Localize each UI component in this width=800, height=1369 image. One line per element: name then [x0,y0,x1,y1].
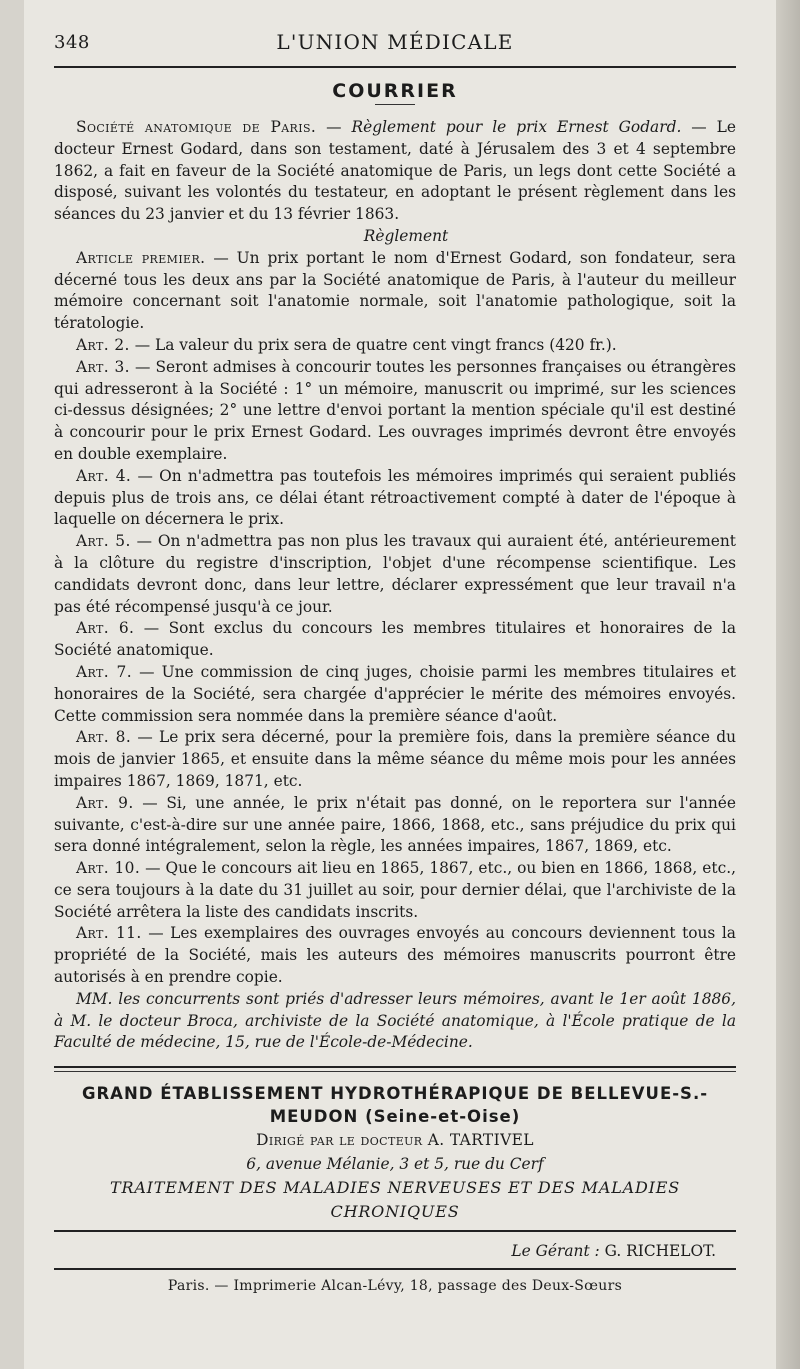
article-text: — Le prix sera décerné, pour la première fois, dans la première séance du mois de janvier 1865, et ensuite dans la même séance du même mois pour les années impaires 1867, 1869, 1871, etc. [54,728,736,790]
article-text: — La valeur du prix sera de quatre cent vingt francs (420 fr.). [129,335,617,354]
article-4 [54,466,736,531]
article-label: Art. 11. [76,924,142,943]
article-10 [54,858,736,923]
header-rule [54,66,736,68]
article-text: — Les exemplaires des ouvrages envoyés au concours deviennent tous la propriété de la Société, mais les auteurs des mémoires manuscrits pourront être autorisés à en prendre copie. [54,924,736,987]
dash: — [316,118,352,136]
article-label: Art. 8. [76,728,132,747]
article-label: Art. 10. [76,859,141,878]
intro-paragraph [54,117,736,226]
title-rule [375,104,415,105]
article-text: — Sont exclus du concours les membres titulaires et honoraires de la Société anatomique. [54,619,736,660]
advertisement [54,1066,736,1232]
notice-paragraph: MM. les concurrents sont priés d'adresser leurs mémoires, avant le 1er août 1886, à M. le docteur Broca, archiviste de la Société anatomique, à l'École pratique de la Faculté de médecine, 15, rue de l'École-de-Médecine. [54,989,736,1052]
society-name: Société anatomique de Paris. [76,118,317,136]
article-body [54,117,736,1054]
article-label: Art. 4. [76,466,132,485]
article-text: — Si, une année, le prix n'était pas donné, on le reportera sur l'année suivante, c'est-à-dire sur une année paire, 1866, 1868, etc., sans préjudice du prix qui sera donné intégralement, selon la règle, les années impaires, 1867, 1869, etc. [54,793,736,856]
article-label: Art. 6. [76,619,135,638]
article-text: — Seront admises à concourir toutes les personnes françaises ou étrangères qui adresseront à la Société : 1° un mémoire, manuscrit ou imprimé, sur les sciences ci-dessus désignées; 2° une lettre d'envoi portant la mention spéciale qu'il est destiné à concourir pour le prix Ernest Godard. Les ouvrages imprimés devront être envoyés en double exemplaire. [54,357,737,463]
subject: Règlement pour le prix Ernest Godard. [351,118,682,136]
gerant-label: Le Gérant : [511,1242,600,1261]
article-label: Article premier. [76,248,206,267]
ad-rule-top-thin [54,1071,736,1072]
gerant-line [54,1242,716,1260]
article-7 [54,662,736,727]
intro-text: — Le docteur Ernest Godard, dans son testament, daté à Jérusalem des 3 et 4 septembre 1862, a fait en faveur de la Société anatomique de Paris, un legs dont cette Société a disposé, suivant les volontés du testateur, en adoptant le présent règlement dans les séances du 23 janvier et du 13 février 1863. [54,118,736,224]
ad-director: Dirigé par le docteur A. TARTIVEL [256,1131,534,1150]
article-text: — On n'admettra pas non plus les travaux qui auraient été, antérieurement à la clôture du registre d'inscription, l'objet d'une récompense scientifique. Les candidats devront donc, dans leur lettre, déclarer expressément que leur travail n'a pas été récompensé jusqu'à ce jour. [54,532,736,616]
page-number: 348 [54,32,90,53]
article-label: Art. 9. [76,793,134,812]
ad-specialty: TRAITEMENT DES MALADIES NERVEUSES ET DES MALADIES CHRONIQUES [110,1178,680,1222]
footer-rule [54,1268,736,1270]
article-text: — On n'admettra pas toutefois les mémoires imprimés qui seraient publiés depuis plus de trois ans, ce délai étant rétroactivement compté à dater de l'époque à laquelle on décernera le prix. [54,466,736,529]
running-header [54,26,736,66]
article-label: Art. 2. [76,335,130,354]
article-label: Art. 3. [76,357,130,376]
page [24,0,776,1369]
ad-address: 6, avenue Mélanie, 3 et 5, rue du Cerf [246,1155,544,1174]
article-9 [54,793,736,858]
page-edge-shadow [776,0,800,1369]
journal-title: L'UNION MÉDICALE [276,30,514,54]
gerant-name: G. RICHELOT. [599,1242,716,1261]
article-1 [54,248,736,335]
article-6 [54,618,736,662]
ad-rule-bottom [54,1230,736,1232]
printer-imprint: Paris. — Imprimerie Alcan-Lévy, 18, passage des Deux-Sœurs [167,1278,623,1295]
article-2 [54,335,736,357]
ad-title-line2: MEUDON (Seine-et-Oise) [269,1107,521,1127]
ad-title-line1: GRAND ÉTABLISSEMENT HYDROTHÉRAPIQUE DE BELLEVUE-S.- [81,1084,709,1104]
article-11 [54,923,736,988]
section-title: COURRIER [332,80,458,102]
article-5 [54,531,736,618]
article-text: — Un prix portant le nom d'Ernest Godard, son fondateur, sera décerné tous les deux ans par la Société anatomique de Paris, à l'auteur du meilleur mémoire concernant soit l'anatomie normale, soit l'anatomie pathologique, soit la tératologie. [54,248,736,333]
article-text: — Que le concours ait lieu en 1865, 1867, etc., ou bien en 1866, 1868, etc., ce sera toujours à la date du 31 juillet au soir, pour dernier délai, que l'archiviste de la Société arrêtera la liste des candidats inscrits. [54,859,736,921]
articles-list [54,248,736,989]
article-text: — Une commission de cinq juges, choisie parmi les membres titulaires et honoraires de la Société, sera chargée d'apprécier le mérite des mémoires envoyés. Cette commission sera nommée dans la première séance d'août. [54,662,736,725]
article-8 [54,727,736,792]
article-3 [54,357,736,466]
reglement-heading: Règlement [363,226,449,245]
article-label: Art. 5. [76,532,131,551]
article-label: Art. 7. [76,662,133,681]
